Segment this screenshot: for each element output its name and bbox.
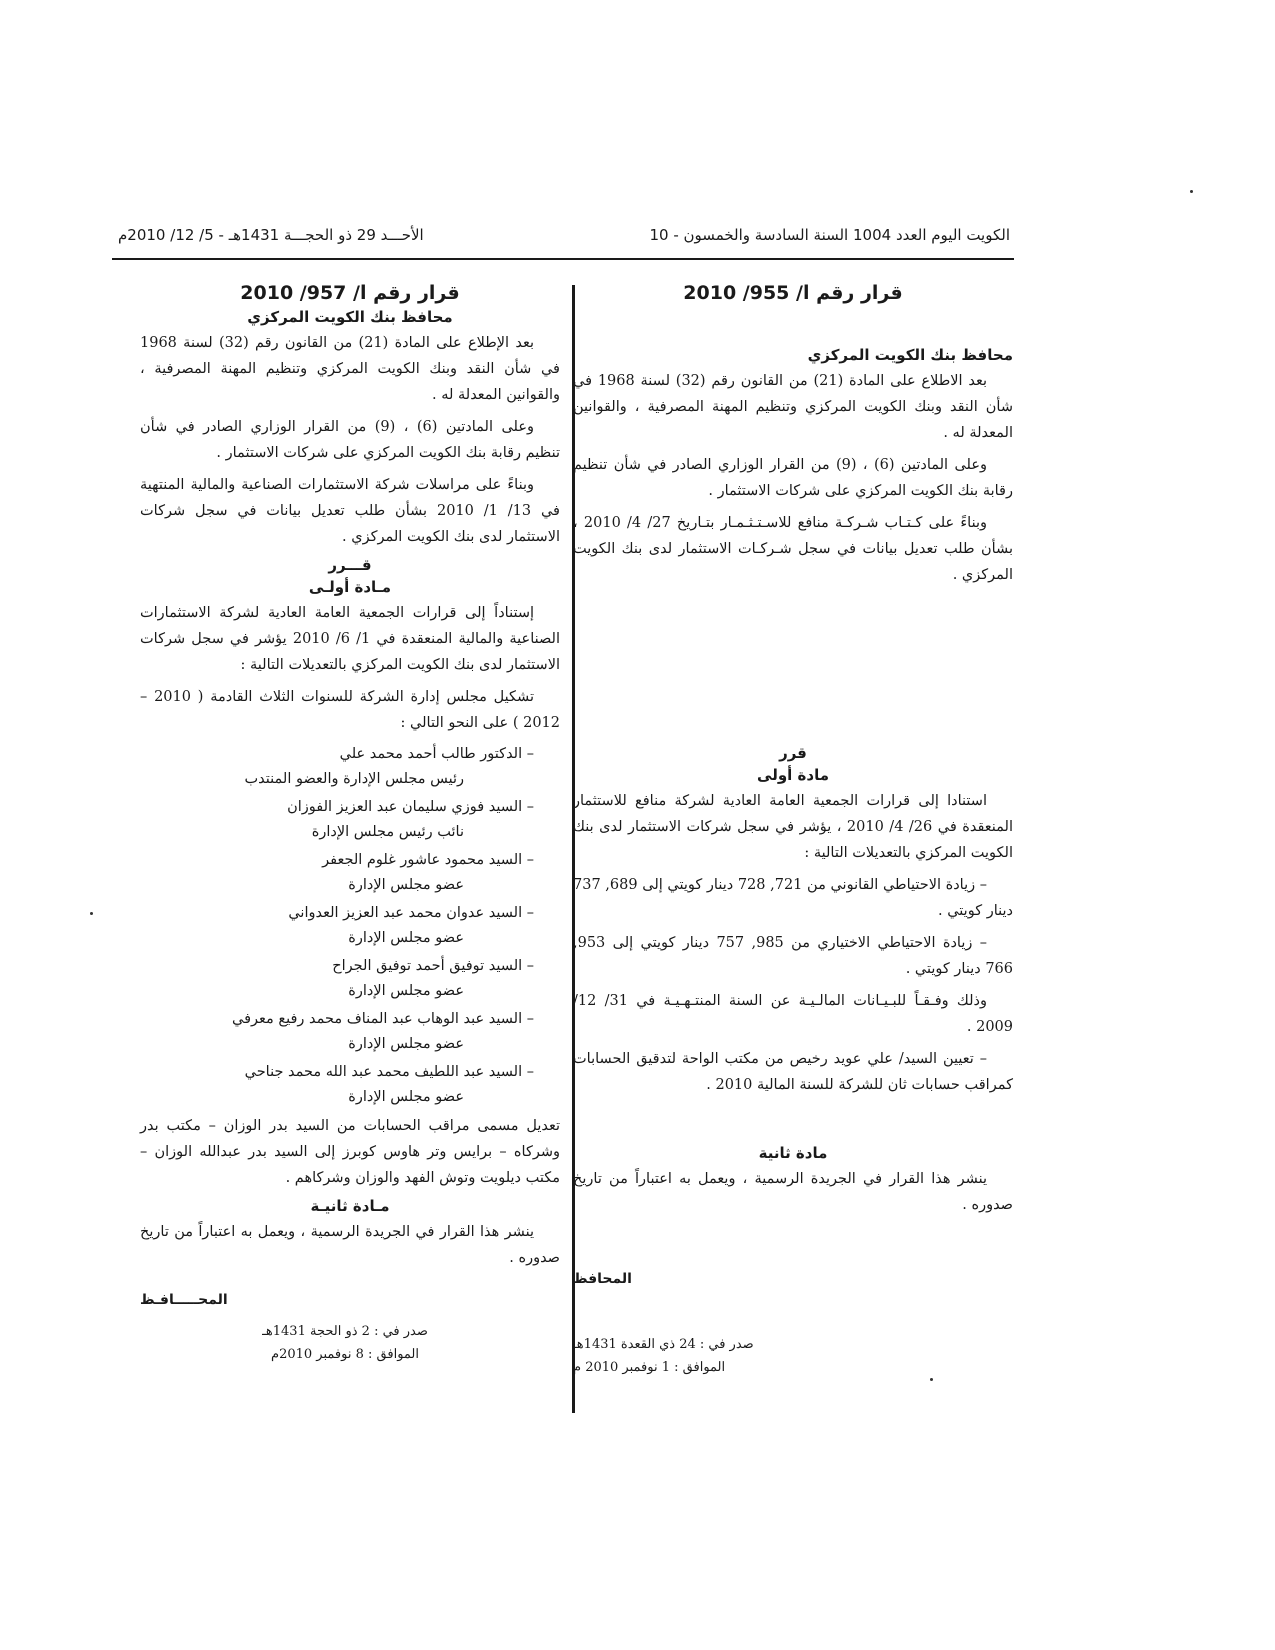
board-member-name: – السيد عدوان محمد عبد العزيز العدواني [288,905,534,921]
preamble-law: بعد الاطلاع على المادة (21) من القانون رقم (32) لسنة 1968 في شأن النقد وبنك الكويت المركزي وتنظيم المهنة المصرفية ، والقوانين المعدلة له . [573,373,1013,441]
article-1-intro: إستناداً إلى قرارات الجمعية العامة العادية لشركة الاستثمارات الصناعية والمالية المنعقدة في 1/ 6/ 2010 يؤشر في سجل شركات الاستثمار لدى بنك الكويت المركزي بالتعديلات التالية : [140,605,561,673]
board-member-role: عضو مجلس الإدارة [348,983,464,999]
board-member-role: عضو مجلس الإدارة [348,1036,464,1052]
board-member-role: رئيس مجلس الإدارة والعضو المنتدب [244,771,464,787]
board-member-role: عضو مجلس الإدارة [348,930,464,946]
running-header-date: الأحـــد 29 ذو الحجـــة 1431هـ - 5/ 12/ 2010م [118,226,424,244]
signature-title: المحافظ [573,1271,632,1287]
header-rule [112,258,1014,260]
scan-speck [1190,190,1193,193]
decision-957 [140,282,560,1366]
scan-speck [90,912,93,915]
decided-heading: قـــرر [328,556,372,574]
issue-date-hijri: صدر في : 24 ذي القعدة 1431هـ [573,1337,754,1352]
issue-date-hijri: صدر في : 2 ذو الحجة 1431هـ [262,1324,428,1339]
preamble-ministerial: وعلى المادتين (6) ، (9) من القرار الوزاري الصادر في شأن تنظيم رقابة بنك الكويت المركزي على شركات الاستثمار . [140,419,560,461]
decided-heading: قرر [779,744,807,762]
preamble-ministerial: وعلى المادتين (6) ، (9) من القرار الوزاري الصادر في شأن تنظيم رقابة بنك الكويت المركزي على شركات الاستثمار . [573,457,1013,499]
decision-title: قرار رقم ا/ 957/ 2010 [240,282,460,304]
board-member-role: عضو مجلس الإدارة [348,877,464,893]
article-1-intro: استنادا إلى قرارات الجمعية العامة العادية لشركة منافع للاستثمار المنعقدة في 26/ 4/ 2010 ، يؤشر في سجل شركات الاستثمار لدى بنك الكويت المركزي بالتعديلات التالية : [573,793,1013,861]
article-2-text: ينشر هذا القرار في الجريدة الرسمية ، ويعمل به اعتباراً من تاريخ صدوره . [140,1224,560,1266]
signature-title: المحـــــافـظ [140,1292,228,1308]
running-header-issue: الكويت اليوم العدد 1004 السنة السادسة والخمسون - 10 [649,226,1010,244]
article-1-heading: مادة أولى [757,766,829,784]
auditor-change: تعديل مسمى مراقب الحسابات من السيد بدر الوزان – مكتب بدر وشركاه – برايس وتر هاوس كوبرز إلى السيد بدر عبدالله الوزان – مكتب ديلويت وتوش الفهد والوزان وشركاهم . [140,1118,560,1186]
board-list [140,742,560,1110]
board-member-name: – السيد عبد الوهاب عبد المناف محمد رفيع معرفي [231,1011,534,1027]
preamble-request: وبناءً على كـتـاب شـركـة منافع للاسـتـثـمـار بتـاريخ 27/ 4/ 2010 ، بشأن طلب تعديل بيانات في سجل شـركـات الاستثمار لدى بنك الكويت المركزي . [573,515,1013,583]
board-intro: تشكيل مجلس إدارة الشركة للسنوات الثلاث القادمة ( 2010 – 2012 ) على النحو التالي : [140,689,560,731]
board-member-name: – السيد محمود عاشور غلوم الجعفر [322,852,534,868]
issuing-authority: محافظ بنك الكويت المركزي [247,308,453,326]
decision-955 [573,282,1013,1379]
preamble-law: بعد الإطلاع على المادة (21) من القانون رقم (32) لسنة 1968 في شأن النقد وبنك الكويت المركزي وتنظيم المهنة المصرفية ، والقوانين المعدلة له . [140,335,560,403]
article-2-heading: مـادة ثانيـة [310,1197,390,1215]
issue-date-gregorian: الموافق : 1 نوفمبر 2010 م [573,1360,726,1375]
board-member-name: – السيد توفيق أحمد توفيق الجراح [332,958,534,974]
article-1-item: – زيادة الاحتياطي القانوني من 721, 728 دينار كويتي إلى 689, 737 دينار كويتي . [573,877,1013,919]
board-member-role: عضو مجلس الإدارة [348,1089,464,1105]
board-member-name: – السيد عبد اللطيف محمد عبد الله محمد جناحي [244,1064,534,1080]
board-member-name: – السيد فوزي سليمان عبد العزيز الفوزان [287,799,534,815]
article-1-item: – زيادة الاحتياطي الاختياري من 985, 757 دينار كويتي إلى 953, 766 دينار كويتي . [573,935,1013,977]
article-2-text: ينشر هذا القرار في الجريدة الرسمية ، ويعمل به اعتباراً من تاريخ صدوره . [573,1171,1013,1213]
preamble-request: وبناءً على مراسلات شركة الاستثمارات الصناعية والمالية المنتهية في 13/ 1/ 2010 بشأن طلب تعديل بيانات في سجل شركات الاستثمار لدى بنك الكويت المركزي . [140,477,560,545]
board-member-role: نائب رئيس مجلس الإدارة [311,824,464,840]
scan-speck [930,1378,933,1381]
board-member-name: – الدكتور طالب أحمد محمد علي [339,746,534,762]
decision-title: قرار رقم ا/ 955/ 2010 [683,282,903,304]
article-1-heading: مـادة أولـى [308,578,392,596]
article-1-item: – تعيين السيد/ علي عويد رخيص من مكتب الواحة لتدقيق الحسابات كمراقب حسابات ثان للشركة للسنة المالية 2010 . [573,1051,1013,1093]
issue-date-gregorian: الموافق : 8 نوفمبر 2010م [271,1347,419,1362]
article-1-item: وذلك وفـقـاً للبـيـانات المالـيـة عن السنة المنتـهـيـة في 31/ 12/ 2009 . [573,993,1013,1035]
article-2-heading: مادة ثانية [758,1144,828,1162]
issuing-authority: محافظ بنك الكويت المركزي [807,346,1013,364]
